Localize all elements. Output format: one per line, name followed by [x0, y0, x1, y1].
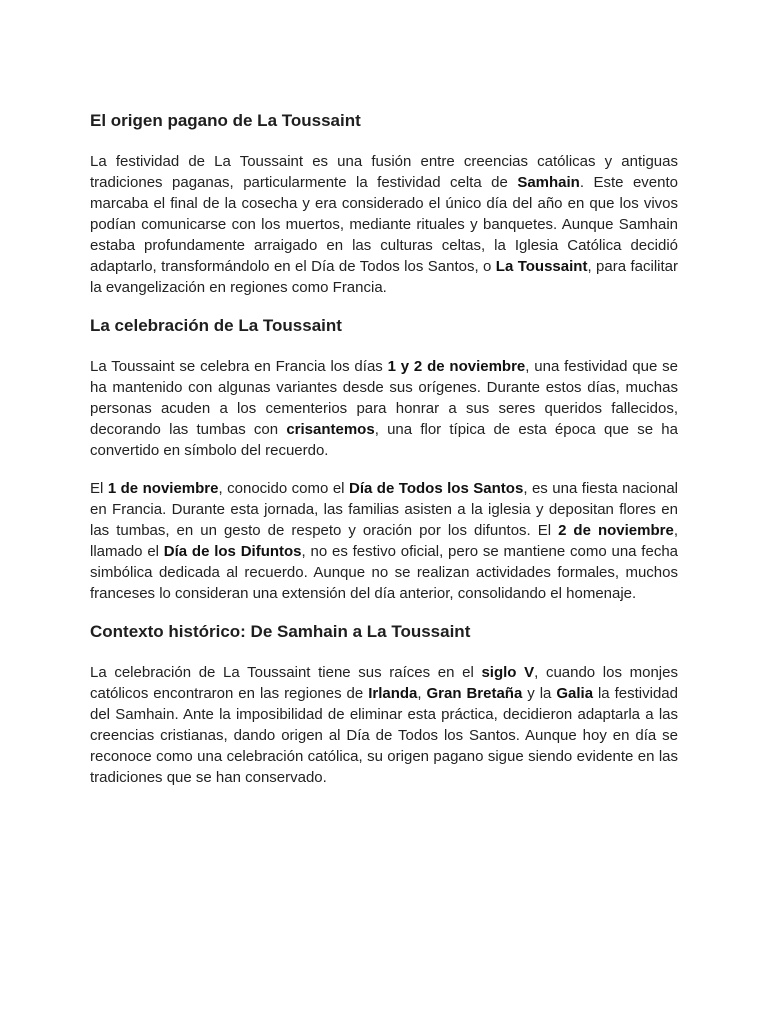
text-run: , es una fiesta nacional en Francia. Durante esta jornada, las familias asisten a la iglesia y depositan flores en las tumbas, en un gesto de respeto y oración por los difuntos. El [90, 480, 678, 539]
bold-text-run: crisantemos [286, 421, 375, 438]
bold-text-run: Galia [556, 685, 594, 702]
bold-text-run: Irlanda [368, 685, 418, 702]
text-run: , cuando los monjes católicos encontraron en las regiones de [90, 664, 678, 702]
text-run: , una flor típica de esta época que se ha convertido en símbolo del recuerdo. [90, 421, 678, 459]
text-run: , una festividad que se ha mantenido con algunas variantes desde sus orígenes. Durante estos días, muchas personas acuden a los cementerios para honrar a sus seres queridos fallecidos, decorando las tumbas con [90, 358, 678, 438]
text-run: , para facilitar la evangelización en regiones como Francia. [90, 258, 678, 296]
section-heading-celebration: La celebración de La Toussaint [90, 316, 342, 335]
bold-text-run: 1 de noviembre [107, 480, 219, 497]
text-run: La celebración de La Toussaint tiene sus raíces en el [90, 664, 482, 681]
text-run: la festividad del Samhain. Ante la imposibilidad de eliminar esta práctica, decidieron adaptarla a las creencias cristianas, dando origen al Día de Todos los Santos. Aunque hoy en día se reconoce como una celebración católica, su origen pagano sigue siendo evidente en las tradiciones que se han conservado. [90, 685, 678, 786]
bold-text-run: Samhain [517, 174, 580, 191]
paragraph-celebration-1 [90, 356, 678, 461]
bold-text-run: Día de los Difuntos [163, 543, 302, 560]
paragraph-history [90, 662, 678, 788]
section-heading-origin: El origen pagano de La Toussaint [90, 111, 361, 130]
bold-text-run: La Toussaint [495, 258, 588, 275]
paragraph-origin [90, 151, 678, 298]
text-run: La festividad de La Toussaint es una fusión entre creencias católicas y antiguas tradiciones paganas, particularmente la festividad celta de [90, 153, 678, 191]
bold-text-run: siglo V [481, 664, 535, 681]
paragraph-celebration-2 [90, 478, 678, 604]
section-heading-history: Contexto histórico: De Samhain a La Toussaint [90, 622, 471, 641]
bold-text-run: Día de Todos los Santos [348, 480, 524, 497]
document-page [90, 109, 678, 788]
text-run: , no es festivo oficial, pero se mantiene como una fecha simbólica dedicada al recuerdo. Aunque no se realizan actividades formales, muchos franceses lo consideran una extensión del día anterior, consolidando el homenaje. [90, 543, 679, 602]
text-run: , conocido como el [218, 480, 349, 497]
bold-text-run: 1 y 2 de noviembre [387, 358, 526, 375]
text-run: La Toussaint se celebra en Francia los días [90, 358, 388, 375]
bold-text-run: 2 de noviembre [558, 522, 674, 539]
text-run: . Este evento marcaba el final de la cosecha y era considerado el único día del año en que los vivos podían comunicarse con los muertos, mediante rituales y banquetes. Aunque Samhain estaba profundamente arraigado en las culturas celtas, la Iglesia Católica decidió adaptarlo, transformándolo en el Día de Todos los Santos, o [90, 174, 678, 275]
bold-text-run: Gran Bretaña [426, 685, 523, 702]
text-run: , llamado el [90, 522, 678, 560]
text-run: , [417, 685, 427, 702]
text-run: y la [522, 685, 557, 702]
text-run: El [90, 480, 108, 497]
